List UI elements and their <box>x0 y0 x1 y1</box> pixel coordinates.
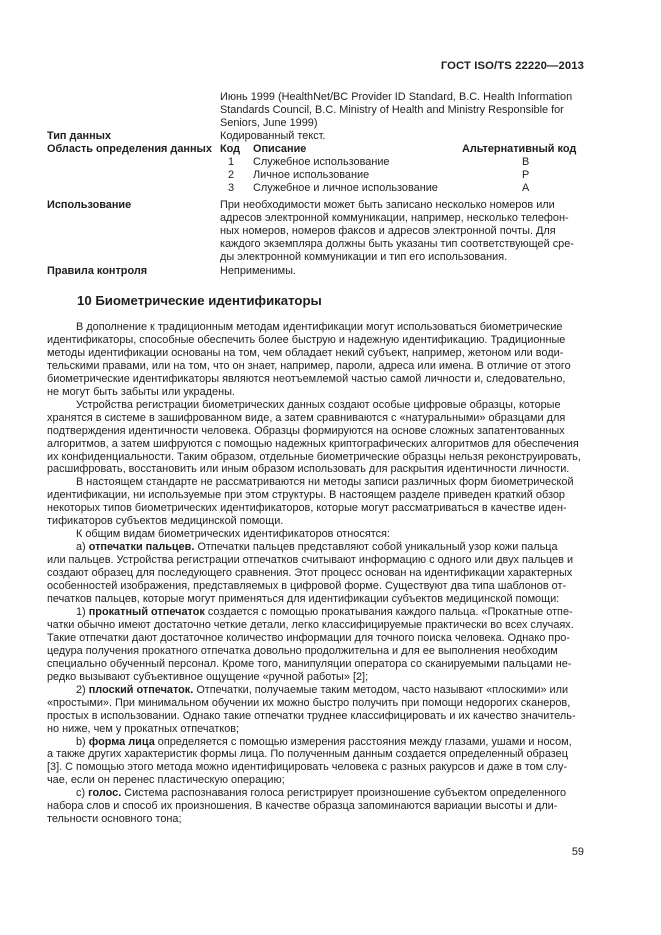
list-item-rolled-print: 1) прокатный отпечаток создается с помощью прокатывания каждого пальца. «Прокатные отпе- чатки обычно имеют достаточно четкие детали, легко классифицируемые практически во всех случаях. Такие отпечатки дают достаточное количество информации для точного поиска человека. Однако про- цедура получения прокатного отпечатка довольно продолжительна и для ее выполнения необходим специально обученный персонал. Кроме того, манипуляции оператора со сканируемыми пальцами не- редко вызывают субъективное ощущение «ручной работы» [2]; <box>47 605 574 683</box>
data-type-label: Тип данных <box>47 130 112 142</box>
code-row <box>220 182 585 195</box>
source-line: Июнь 1999 (HealthNet/BC Provider ID Standard, B.C. Health Information <box>220 91 573 103</box>
list-item-fingerprints: a) отпечатки пальцев. Отпечатки пальцев представляют собой уникальный узор кожи пальца или пальцев. Устройства регистрации отпечатков считывают информацию с одного или двух пальцев и создают образец для последующего сравнения. Этот процесс основан на идентификации характерных особенностей изображения, представляемых в цифровой форме. Существуют два типа шаблонов от- печатков пальцев, которые могут применяться для идентификации субъектов медицинской помощи: <box>47 541 574 606</box>
code-row <box>220 169 585 182</box>
usage-line: адресов электронной коммуникации, например, несколько телефон- <box>220 211 569 224</box>
usage-label: Использование <box>47 199 132 211</box>
alt-code-cell: B <box>522 155 530 168</box>
code-column-header: Код <box>220 143 241 155</box>
usage-line: ды электронной коммуникации и тип его использования. <box>220 250 508 263</box>
list-item-voice: c) голос. Система распознавания голоса регистрирует произношение субъектом определенного набора слов и способ их произношения. В качестве образца запоминаются вариации высоты и дли- тельности основного тона; <box>47 787 567 826</box>
description-cell: Служебное использование <box>253 155 390 168</box>
term: отпечатки пальцев. <box>88 541 195 554</box>
list-item-flat-print: 2) плоский отпечаток. Отпечатки, получаемые таким методом, часто называют «плоскими» или «простыми». При минимальном обучении их можно быстро получить при помощи недорогих сканеров, простых в использовании. Однако такие отпечатки труднее классифицировать и их качество значитель- но ниже, чем у прокатных отпечатков; <box>47 683 576 735</box>
description-column-header: Описание <box>253 143 307 155</box>
usage-line: При необходимости может быть записано несколько номеров или <box>220 199 555 211</box>
term: голос. <box>88 787 122 800</box>
description-cell: Служебное и личное использование <box>253 181 438 194</box>
paragraph: К общим видам биометрических идентификаторов относятся: <box>76 528 390 541</box>
source-line: Standards Council, B.C. Ministry of Health and Ministry Responsible for <box>220 103 564 116</box>
page-number: 59 <box>571 846 584 858</box>
domain-label: Область определения данных <box>47 143 212 155</box>
paragraph: В дополнение к традиционным методам идентификации могут использоваться биометрические идентификаторы, способные обеспечить более быструю и надежную идентификацию. Традиционные методы идентификации основаны на том, чем обладает некий субъект, например, жетоном или води- тельскими правами, или на том, что он знает, например, пароли, адреса или имена. В отличие от этого биометрические идентификаторы являются неотъемлемой частью самой личности и, следовательно, не могут быть забыты или украдены. <box>47 321 571 398</box>
description-cell: Личное использование <box>253 168 370 181</box>
alt-code-cell: P <box>522 168 530 181</box>
code-cell: 3 <box>228 181 235 194</box>
alt-code-cell: A <box>522 181 530 194</box>
code-table-header <box>220 143 585 156</box>
paragraph: Устройства регистрации биометрических данных создают особые цифровые образцы, которые хранятся в системе в зашифрованном виде, а затем сравниваются с «натуральными» образцами для подтверждения идентичности человека. Образцы формируются на основе сложных запатентованных алгоритмов, а затем шифруются с помощью надежных криптографических алгоритмов для обеспечения их конфиденциальности. Таким образом, отдельные биометрические образцы нельзя реконструировать, расшифровать, восстановить или иным образом использовать для раскрытия идентичности личности. <box>47 398 581 476</box>
code-cell: 1 <box>228 155 235 168</box>
data-type-value: Кодированный текст. <box>220 130 326 142</box>
term: плоский отпечаток. <box>88 683 194 696</box>
rules-value: Неприменимы. <box>220 265 296 277</box>
term: прокатный отпечаток <box>88 605 205 618</box>
alt-code-column-header: Альтернативный код <box>462 143 577 155</box>
source-reference <box>220 91 585 130</box>
code-table <box>220 143 585 195</box>
usage-value <box>220 199 585 264</box>
usage-line: ных номеров, номеров факсов и адресов электронной почты. Для <box>220 224 556 237</box>
usage-line: каждого экземпляра должны быть указаны тип соответствующей сре- <box>220 237 574 250</box>
code-cell: 2 <box>228 168 235 181</box>
source-line: Seniors, June 1999) <box>220 116 318 129</box>
code-row <box>220 156 585 169</box>
section-title: 10 Биометрические идентификаторы <box>77 293 322 308</box>
term: форма лица <box>88 735 155 748</box>
standard-header: ГОСТ ISO/TS 22220—2013 <box>440 60 584 72</box>
section-body <box>47 321 585 826</box>
paragraph: В настоящем стандарте не рассматриваются ни методы записи различных форм биометрической идентификации, ни используемые при этом структуры. В настоящем разделе приведен краткий обзор некоторых типов биометрических идентификаторов, которые могут рассматриваться в качестве иден- тификаторов субъектов медицинской помощи. <box>47 476 574 528</box>
list-item-face-shape: b) форма лица определяется с помощью измерения расстояния между глазами, ушами и носом, а также других характеристик формы лица. По полученным данным создается определенный образец [3]. С помощью этого метода можно идентифицировать человека с разных ракурсов и даже в том слу- чае, если он перенес пластическую операцию; <box>47 735 572 787</box>
rules-label: Правила контроля <box>47 265 148 277</box>
